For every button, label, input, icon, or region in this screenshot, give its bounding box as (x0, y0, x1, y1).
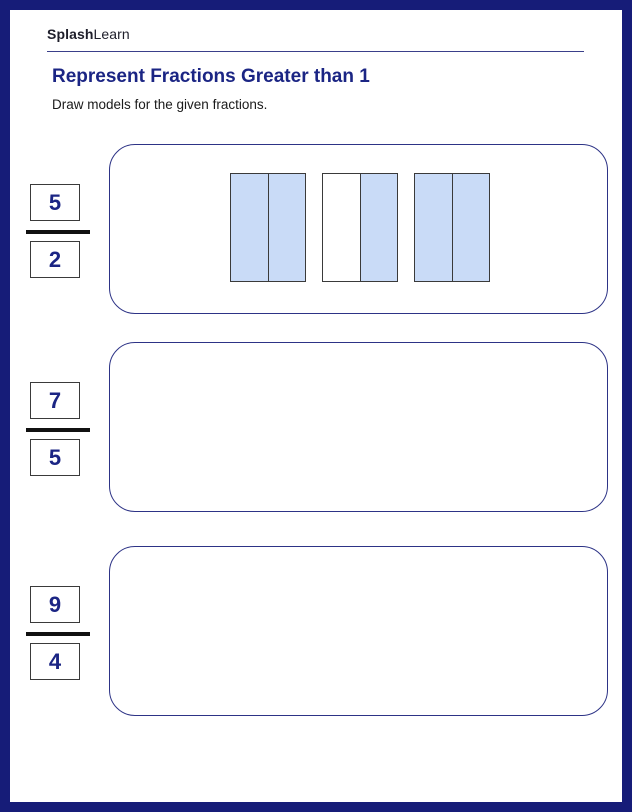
shaded-part (360, 174, 397, 281)
fraction-bar (26, 632, 90, 636)
fraction-1 (26, 184, 90, 284)
worksheet-instruction: Draw models for the given fractions. (52, 97, 268, 112)
fraction-3 (26, 586, 90, 686)
fraction-model (230, 173, 490, 282)
denominator-box: 4 (30, 643, 80, 680)
shaded-part (231, 174, 268, 281)
answer-panel-1[interactable] (109, 144, 608, 314)
answer-panel-3[interactable] (109, 546, 608, 716)
shaded-part (452, 174, 489, 281)
splashlearn-logo (47, 26, 130, 42)
logo-bold-text: Splash (47, 26, 94, 42)
fraction-bar (26, 230, 90, 234)
fraction-bar (26, 428, 90, 432)
numerator-box: 5 (30, 184, 80, 221)
answer-panel-2[interactable] (109, 342, 608, 512)
shaded-part (268, 174, 305, 281)
fraction-2 (26, 382, 90, 482)
worksheet-title: Represent Fractions Greater than 1 (52, 66, 370, 87)
shaded-part (415, 174, 452, 281)
denominator-box: 5 (30, 439, 80, 476)
denominator-box: 2 (30, 241, 80, 278)
logo-regular-text: Learn (93, 26, 130, 42)
unshaded-part (323, 174, 360, 281)
whole-rectangle (322, 173, 398, 282)
header-divider (47, 51, 584, 52)
whole-rectangle (414, 173, 490, 282)
numerator-box: 9 (30, 586, 80, 623)
numerator-box: 7 (30, 382, 80, 419)
whole-rectangle (230, 173, 306, 282)
